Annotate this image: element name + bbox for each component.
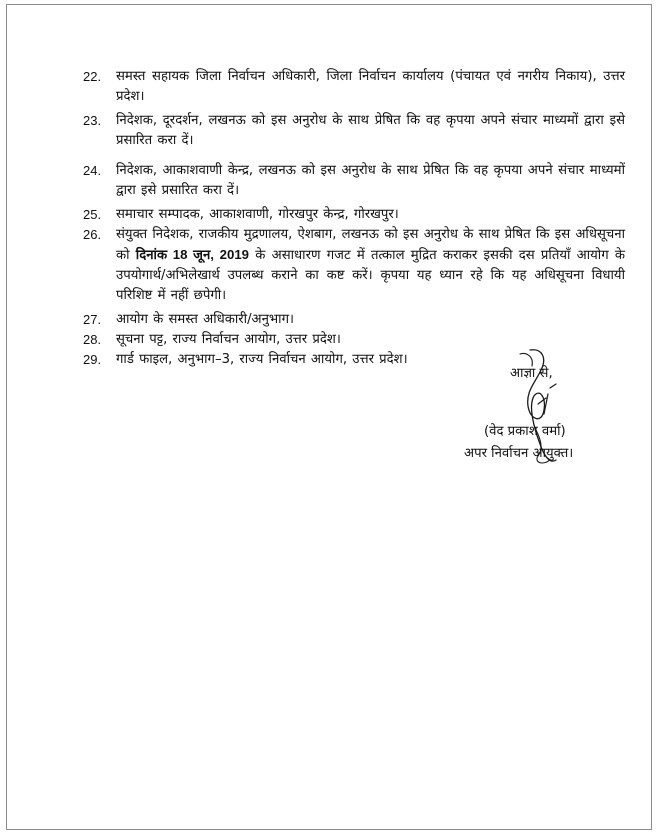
list-item: [83, 310, 625, 330]
item-text: [116, 225, 625, 306]
item-number: 22.: [83, 69, 102, 84]
item-text-part: संयुक्त निदेशक, राजकीय मुद्रणालय, ऐशबाग, लखनऊ को इस अनुरोध के साथ प्रेषित कि इस अधिसूचना को: [116, 227, 625, 263]
signatory-designation: अपर निर्वाचन आयुक्त।: [464, 446, 574, 461]
distribution-list: [83, 67, 625, 370]
item-text-part: के असाधारण गजट में तत्काल मुद्रित कराकर इसकी दस प्रतियाँ आयोग के उपयोगार्थ/अभिलेखार्थ उपलब्ध कराने का कष्ट करें। कृपया यह ध्यान रहे कि यह अधिसूचना विधायी परिशिष्ट में नहीं छपेगी।: [116, 248, 625, 303]
item-text: गार्ड फाइल, अनुभाग–3, राज्य निर्वाचन आयोग, उत्तर प्रदेश।: [116, 352, 408, 367]
list-item: [83, 225, 625, 306]
item-number: 24.: [83, 163, 102, 178]
item-number: 27.: [83, 312, 102, 327]
item-text: समाचार सम्पादक, आकाशवाणी, गोरखपुर केन्द्र, गोरखपुर।: [116, 207, 399, 222]
item-text: आयोग के समस्त अधिकारी/अनुभाग।: [116, 312, 295, 327]
list-item: [83, 67, 625, 107]
notification-date: दिनांक 18 जून, 2019: [135, 247, 250, 262]
list-item: [83, 205, 625, 225]
list-item: [83, 111, 625, 151]
item-text: निदेशक, दूरदर्शन, लखनऊ को इस अनुरोध के साथ प्रेषित कि वह कृपया अपने संचार माध्यमों द्वारा इसे प्रसारित करा दें।: [116, 113, 625, 148]
item-text: सूचना पट्ट, राज्य निर्वाचन आयोग, उत्तर प्रदेश।: [116, 332, 341, 347]
item-number: 25.: [83, 207, 102, 222]
item-number: 26.: [83, 227, 102, 242]
item-number: 28.: [83, 332, 102, 347]
list-item: [83, 330, 625, 350]
item-number: 23.: [83, 113, 102, 128]
signatory-name: (वेद प्रकाश वर्मा): [484, 424, 566, 439]
order-text: आज्ञा से,: [510, 366, 553, 381]
item-text: निदेशक, आकाशवाणी केन्द्र, लखनऊ को इस अनुरोध के साथ प्रेषित कि वह कृपया अपने संचार माध्यमों द्वारा इसे प्रसारित करा दें।: [116, 163, 625, 198]
item-text: समस्त सहायक जिला निर्वाचन अधिकारी, जिला निर्वाचन कार्यालय (पंचायत एवं नगरीय निकाय), उत्तर प्रदेश।: [116, 69, 625, 104]
item-number: 29.: [83, 352, 102, 367]
list-item: [83, 161, 625, 201]
